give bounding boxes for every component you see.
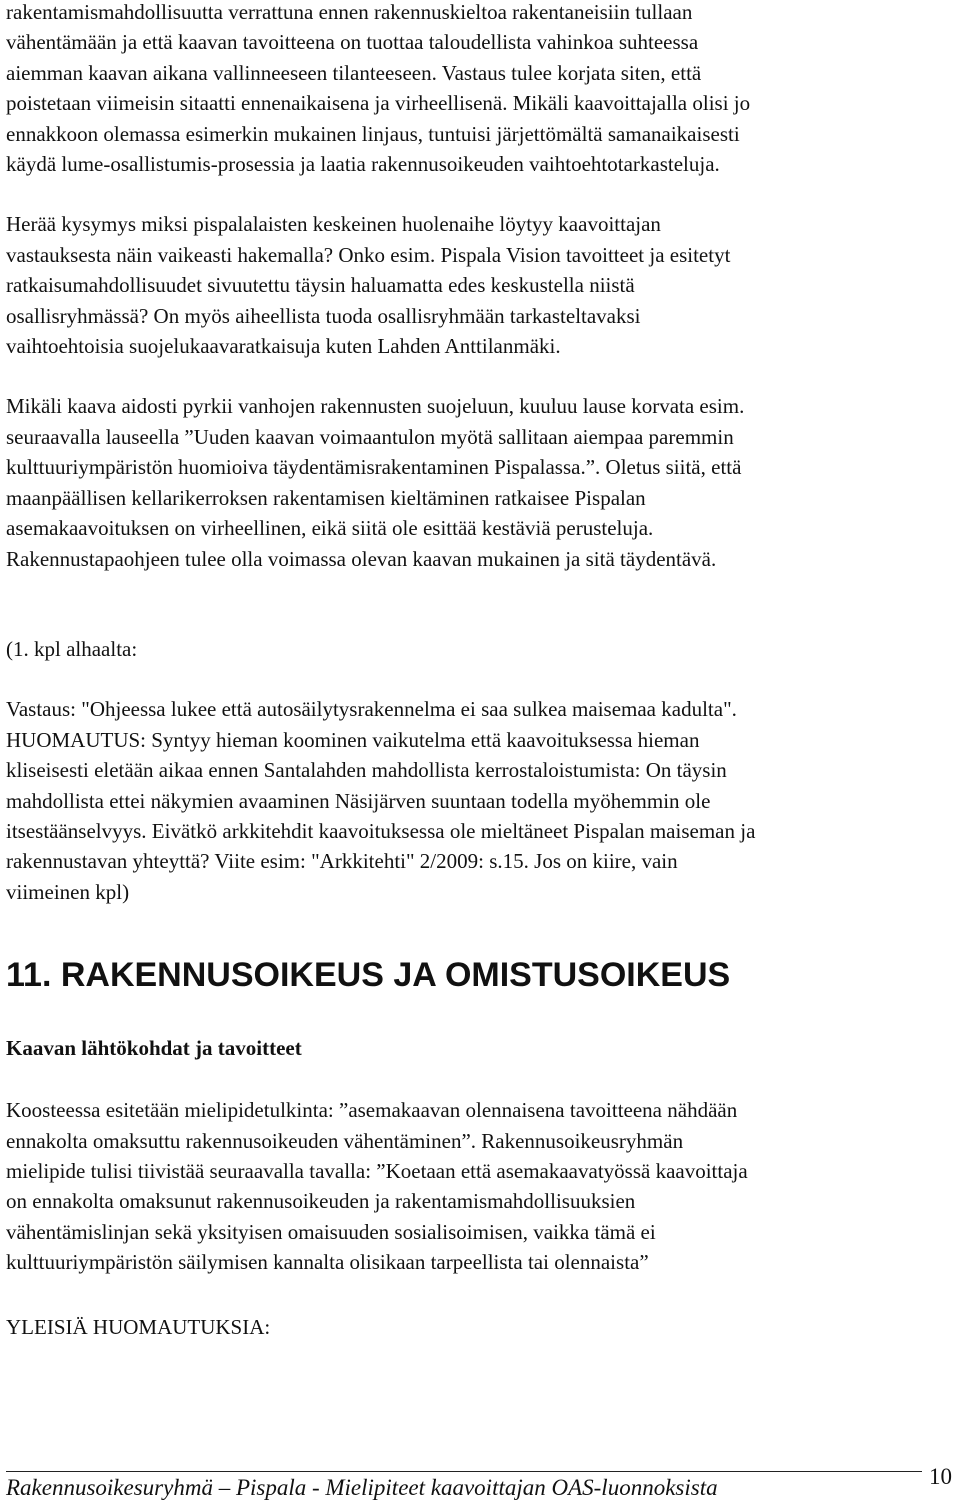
text-line: Herää kysymys miksi pispalalaisten keskeinen huolenaihe löytyy kaavoittajan (6, 212, 661, 237)
paragraph-rakentamismahdollisuutta (6, 0, 956, 179)
paragraph-heraa-kysymys (6, 209, 956, 361)
text-line: Vastaus: "Ohjeessa lukee että autosäilytysrakennelma ei saa sulkea maisemaa kadulta". (6, 697, 737, 722)
text-line: vähentämislinjan sekä yksityisen omaisuuden sosialisoimisen, vaikka tämä ei (6, 1219, 656, 1244)
section-heading: 11. RAKENNUSOIKEUS JA OMISTUSOIKEUS (6, 956, 731, 995)
paragraph-spacer (6, 361, 956, 391)
text-line: vähentämään ja että kaavan tavoitteena on tuottaa taloudellista vahinkoa suhteessa (6, 30, 699, 55)
footer-divider (6, 1471, 922, 1472)
text-line: Mikäli kaava aidosti pyrkii vanhojen rakennusten suojeluun, kuuluu lause korvata esim. (6, 394, 745, 419)
text-line: aiemman kaavan aikana vallinneeseen tilanteeseen. Vastaus tulee korjata siten, että (6, 60, 702, 85)
text-line: mahdollista ettei näkymien avaaminen Näsijärven suuntaan todella myöhemmin ole (6, 788, 711, 813)
text-line: kulttuuriympäristön säilymisen kannalta olisikaan tarpeellista tai olennaista” (6, 1250, 649, 1275)
text-line: maanpäällisen kellarikerroksen rakentamisen kieltäminen ratkaisee Pispalan (6, 485, 646, 510)
section-spacer (6, 995, 956, 1033)
text-line: viimeinen kpl) (6, 879, 130, 904)
text-line: ennakolta omaksuttu rakennusoikeuden vähentäminen”. Rakennusoikeusryhmän (6, 1128, 684, 1153)
paragraph-spacer (6, 179, 956, 209)
text-line: on ennakolta omaksunut rakennusoikeuden ja rakentamismahdollisuuksien (6, 1189, 636, 1214)
text-line: (1. kpl alhaalta: (6, 636, 138, 661)
text-line: Rakennustapaohjeen tulee olla voimassa olevan kaavan mukainen ja sitä täydentävä. (6, 546, 717, 571)
paragraph-spacer (6, 664, 956, 694)
text-line: mielipide tulisi tiivistää seuraavalla tavalla: ”Koetaan että asemakaavatyössä kaavoittaja (6, 1158, 748, 1183)
footer-title: Rakennusoikesuryhmä – Pispala - Mielipiteet kaavoittajan OAS-luonnoksista (6, 1475, 718, 1500)
text-line: HUOMAUTUS: Syntyy hieman koominen vaikutelma että kaavoituksessa hieman (6, 727, 700, 752)
text-line: osallisryhmässä? On myös aiheellista tuoda osallisryhmään tarkasteltavaksi (6, 303, 641, 328)
text-line: vastauksesta näin vaikeasti hakemalla? Onko esim. Pispala Vision tavoitteet ja esitetyt (6, 242, 731, 267)
paragraph-yleisia-huomautuksia (6, 1312, 956, 1342)
text-line: käydä lume-osallistumis-prosessia ja laatia rakennusoikeuden vaihtoehtotarkasteluja. (6, 152, 720, 177)
page-number: 10 (929, 1464, 952, 1489)
section-spacer (6, 907, 956, 955)
text-line: Koosteessa esitetään mielipidetulkinta: ”asemakaavan olennaisena tavoitteena nähdään (6, 1098, 738, 1123)
paragraph-kpl-alhaalta (6, 634, 956, 664)
subheading: Kaavan lähtökohdat ja tavoitteet (6, 1036, 302, 1061)
paragraph-spacer (6, 1278, 956, 1312)
text-line: seuraavalla lauseella ”Uuden kaavan voimaantulon myötä sallitaan aiempaa paremmin (6, 424, 734, 449)
text-line: rakentamismahdollisuutta verrattuna ennen rakennuskieltoa rakentaneisiin tullaan (6, 0, 693, 24)
text-line: rakennustavan yhteyttä? Viite esim: "Arkkitehti" 2/2009: s.15. Jos on kiire, vain (6, 849, 678, 874)
page-footer (6, 1462, 956, 1508)
text-line: itsestäänselvyys. Eivätkö arkkitehdit kaavoituksessa ole mieltäneet Pispalan maiseman ja (6, 818, 756, 843)
text-line: vaihtoehtoisia suojelukaavaratkaisuja kuten Lahden Anttilanmäki. (6, 334, 561, 359)
text-line: kliseisesti eletään aikaa ennen Santalahden mahdollista kerrostaloistumista: On täysin (6, 758, 727, 783)
text-line: poistetaan viimeisin sitaatti ennenaikaisena ja virheellisenä. Mikäli kaavoittajalla olisi jo (6, 91, 751, 116)
paragraph-spacer (6, 1063, 956, 1095)
paragraph-spacer (6, 574, 956, 634)
text-line: kulttuuriympäristön huomioiva täydentämisrakentaminen Pispalassa.”. Oletus siitä, että (6, 455, 742, 480)
text-line: YLEISIÄ HUOMAUTUKSIA: (6, 1314, 271, 1339)
text-line: ennakkoon olemassa esimerkin mukainen linjaus, tuntuisi järjettömältä samanaikaisesti (6, 121, 740, 146)
text-line: ratkaisumahdollisuudet sivuutettu täysin haluamatta edes keskustella niistä (6, 273, 635, 298)
paragraph-koosteessa (6, 1095, 956, 1277)
text-line: asemakaavoituksen on virheellinen, eikä siitä ole esittää kestäviä perusteluja. (6, 516, 654, 541)
paragraph-mikali-kaava (6, 391, 956, 573)
document-page (6, 0, 956, 1342)
paragraph-vastaus (6, 694, 956, 907)
